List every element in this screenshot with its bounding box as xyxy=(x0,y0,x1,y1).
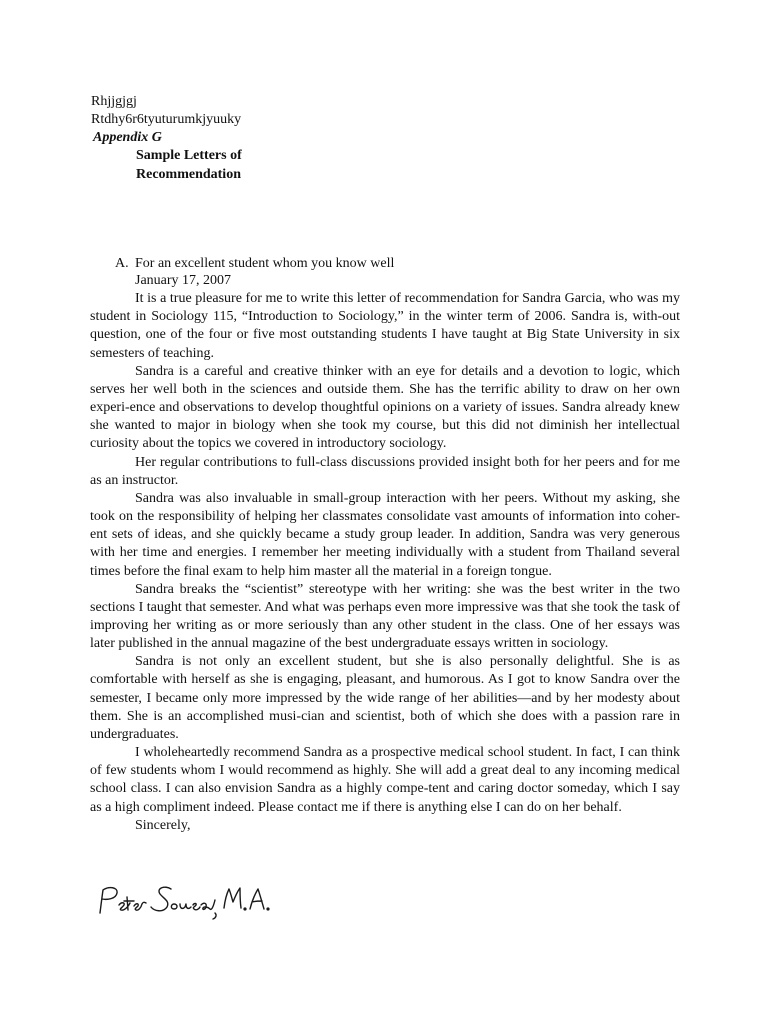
letter-paragraph-7: I wholeheartedly recommend Sandra as a prospective medical school student. In fact, I can think of few students whom I would recommend as highly. She will add a great deal to any incoming medical school class. I can also envision Sandra as a highly compe-tent and caring doctor someday, which I say as a high compliment indeed. Please contact me if there is anything else I can do on her behalf. xyxy=(90,745,680,815)
letter-date: January 17, 2007 xyxy=(135,273,232,288)
header-line-2: Rtdhy6r6tyuturumkjyuuky xyxy=(91,112,242,127)
document-title xyxy=(136,147,336,184)
header-line-1: Rhjjgjgj xyxy=(91,94,137,109)
letter-paragraph-3: Her regular contributions to full-class discussions provided insight both for her peers and for me as an instructor. xyxy=(90,454,680,488)
document-title-line-1: Sample Letters of xyxy=(136,148,242,163)
appendix-label: Appendix G xyxy=(93,130,162,145)
handwritten-signature xyxy=(94,880,294,920)
letter-paragraph-5: Sandra breaks the “scientist” stereotype with her writing: she was the best writer in the two sections I taught that semester. And what was perhaps even more impressive was that she took the task of improving her writing as or more seriously than any other student in the class. One of her essays was later published in the annual magazine of the best undergraduate essays written in sociology. xyxy=(90,581,680,652)
document-title-line-2: Recommendation xyxy=(136,166,241,182)
letter-paragraph-4: Sandra was also invaluable in small-group interaction with her peers. Without my asking, she took on the responsibility of helping her classmates consolidate vast amounts of information into coher-ent sets of ideas, and she quickly became a study group leader. In addition, Sandra was very generous with her time and energies. I remember her meeting individually with a student from Thailand several times before the final exam to help him master all the material in a foreign tongue. xyxy=(90,490,680,579)
section-heading-text: For an excellent student whom you know well xyxy=(135,256,395,271)
letter-body xyxy=(90,272,680,835)
letter-paragraph-6: Sandra is not only an excellent student, but she is also personally delightful. She is as comfortable with herself as she is engaging, pleasant, and humorous. As I got to know Sandra over the semester, I became only more impressed by the wide range of her abilities—and by her modesty about them. She is an accomplished musi-cian and scientist, both of which she does with a passion rare in undergraduates. xyxy=(90,654,680,742)
section-marker: A. xyxy=(115,256,129,271)
letter-closing: Sincerely, xyxy=(135,817,191,833)
letter-paragraph-2: Sandra is a careful and creative thinker with an eye for details and a devotion to logic, which serves her well both in the sciences and outside them. She has the terrific ability to draw on her own experi-ence and observations to develop thoughtful opinions on a variety of issues. Sandra already knew she wanted to major in biology when she took my course, but this did not diminish her intellectual curiosity about the topics we covered in introductory sociology. xyxy=(90,363,680,452)
section-heading xyxy=(115,255,394,273)
letter-paragraph-1: It is a true pleasure for me to write this letter of recommendation for Sandra Garcia, who was my student in Sociology 115, “Introduction to Sociology,” in the winter term of 2006. Sandra is, with-out question, one of the four or five most outstanding students I have taught at Big State University in six semesters of teaching. xyxy=(90,291,680,361)
